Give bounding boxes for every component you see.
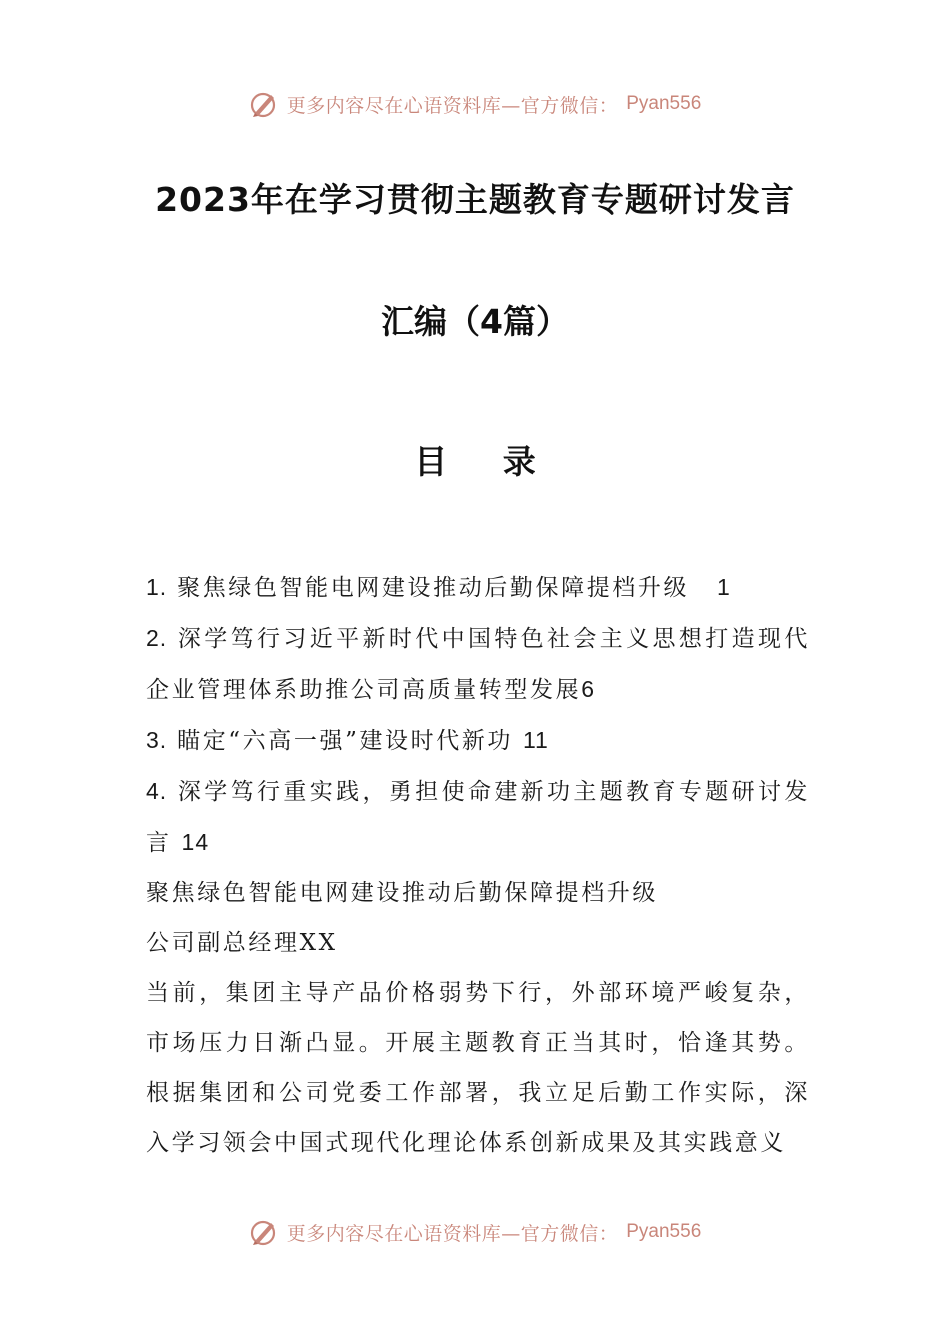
watermark-wechat-id: Pyan556 [626,93,702,114]
toc-item-page: 11 [522,727,549,753]
toc-item[interactable] [146,613,810,715]
document-title-line-2: 汇编（4篇） [381,302,569,341]
author-line: 公司副总经理XX [146,930,338,956]
toc-item[interactable] [146,766,810,868]
toc-item-page: 1 [717,574,731,600]
pen-logo-icon [249,1217,279,1247]
toc-item[interactable] [146,562,810,613]
watermark-text: 更多内容尽在心语资料库—官方微信： [286,1222,619,1245]
toc-item-number: 3. [146,727,168,753]
watermark-text: 更多内容尽在心语资料库—官方微信： [286,94,619,117]
watermark-wechat-id: Pyan556 [626,1221,702,1242]
document-body [146,562,810,1168]
toc-item-page: 6 [581,676,595,702]
toc-item-text: 聚焦绿色智能电网建设推动后勤保障提档升级 [177,575,690,601]
toc-item-text: 瞄定“六高一强”建设时代新功 [177,728,514,754]
pen-logo-icon [249,89,279,119]
section-title: 聚焦绿色智能电网建设推动后勤保障提档升级 [146,880,658,906]
toc-item-text: 深学笃行重实践，勇担使命建新功主题教育专题研讨发言 [146,779,810,856]
toc-item[interactable] [146,715,810,766]
toc-item-text: 深学笃行习近平新时代中国特色社会主义思想打造现代企业管理体系助推公司高质量转型发展 [146,626,810,703]
body-paragraph: 当前，集团主导产品价格弱势下行，外部环境严峻复杂，市场压力日渐凸显。开展主题教育正当其时，恰逢其势。根据集团和公司党委工作部署，我立足后勤工作实际，深入学习领会中国式现代化理论体系创新成果及其实践意义 [146,980,810,1156]
toc-item-number: 1. [146,574,168,600]
toc-item-number: 2. [146,625,168,651]
document-title-line-1: 2023年在学习贯彻主题教育专题研讨发言 [155,180,795,219]
toc-item-page: 14 [181,829,210,855]
toc-item-number: 4. [146,778,168,804]
watermark-banner-top [0,84,950,124]
watermark-banner-bottom [0,1212,950,1252]
toc-heading: 目 录 [414,442,558,481]
